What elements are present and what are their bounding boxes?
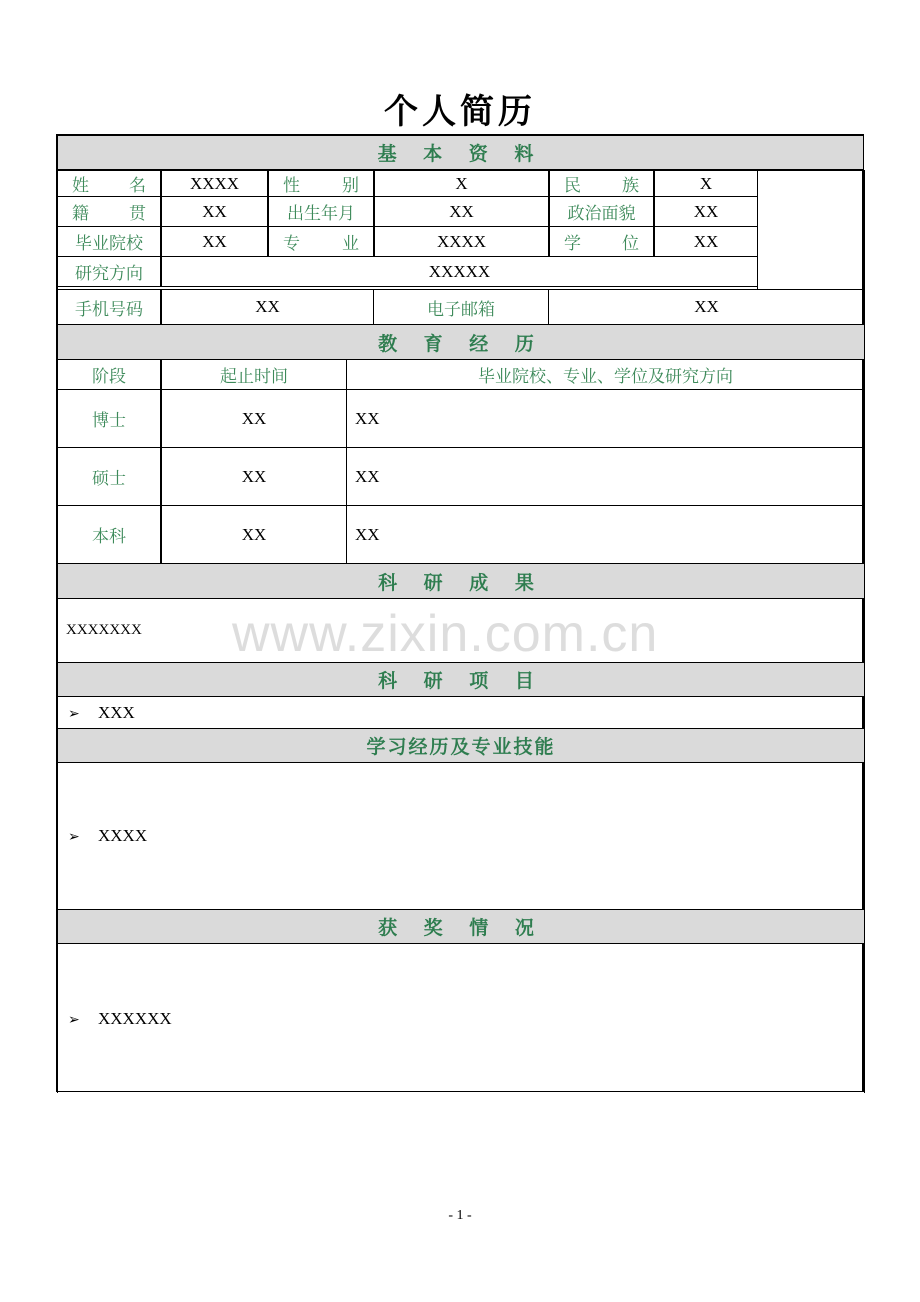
label-ethnicity: 民 族: [549, 170, 654, 197]
section-header-education: 教 育 经 历: [57, 324, 865, 360]
skills-item: ➢ XXXX: [68, 826, 148, 845]
value-name: XXXX: [161, 170, 268, 197]
section-header-research-results: 科 研 成 果: [57, 563, 865, 599]
watermark: www.zixin.com.cn: [232, 605, 659, 663]
label-name: 姓 名: [57, 170, 161, 197]
label-gender: 性 别: [268, 170, 374, 197]
section-header-research-projects: 科 研 项 目: [57, 662, 865, 697]
edu-header-stage: 阶段: [57, 359, 161, 390]
edu-stage-bachelor: 本科: [57, 505, 161, 564]
page-title: 个人简历: [384, 92, 536, 132]
research-projects-item: ➢ XXX: [68, 702, 135, 722]
section-header-skills: 学习经历及专业技能: [57, 728, 865, 763]
value-phone: XX: [161, 289, 374, 325]
value-ethnicity: X: [654, 170, 758, 197]
edu-detail-phd: XX: [346, 389, 865, 448]
bullet-arrow-icon: ➢: [68, 1011, 80, 1028]
edu-stage-phd: 博士: [57, 389, 161, 448]
label-phone: 手机号码: [57, 289, 161, 325]
value-school: XX: [161, 226, 268, 257]
value-birth: XX: [374, 196, 549, 227]
edu-period-master: XX: [161, 447, 347, 506]
skills-box: [57, 762, 865, 910]
edu-detail-bachelor: XX: [346, 505, 865, 564]
awards-box: [57, 943, 865, 1093]
value-political: XX: [654, 196, 758, 227]
edu-period-bachelor: XX: [161, 505, 347, 564]
value-gender: X: [374, 170, 549, 197]
label-native: 籍 贯: [57, 196, 161, 227]
label-major: 专 业: [268, 226, 374, 257]
label-birth: 出生年月: [268, 196, 374, 227]
awards-item: ➢ XXXXXX: [68, 1008, 172, 1028]
research-projects-box: [57, 696, 865, 729]
edu-stage-master: 硕士: [57, 447, 161, 506]
label-email: 电子邮箱: [373, 289, 549, 325]
section-header-basic: 基 本 资 料: [57, 135, 864, 170]
edu-detail-master: XX: [346, 447, 865, 506]
label-political: 政治面貌: [549, 196, 654, 227]
page-number: - 1 -: [448, 1208, 472, 1223]
label-degree: 学 位: [549, 226, 654, 257]
value-native: XX: [161, 196, 268, 227]
research-results-text: XXXXXXX: [66, 622, 142, 638]
edu-header-period: 起止时间: [161, 359, 347, 390]
value-major: XXXX: [374, 226, 549, 257]
value-email: XX: [548, 289, 865, 325]
section-header-awards: 获 奖 情 况: [57, 909, 865, 944]
edu-period-phd: XX: [161, 389, 347, 448]
bullet-arrow-icon: ➢: [68, 829, 80, 845]
label-school: 毕业院校: [57, 226, 161, 257]
edu-header-detail: 毕业院校、专业、学位及研究方向: [346, 359, 865, 390]
label-research-direction: 研究方向: [57, 256, 161, 287]
photo-area: [757, 170, 865, 290]
bullet-arrow-icon: ➢: [68, 705, 80, 722]
value-degree: XX: [654, 226, 758, 257]
value-research-direction: XXXXX: [161, 256, 758, 287]
